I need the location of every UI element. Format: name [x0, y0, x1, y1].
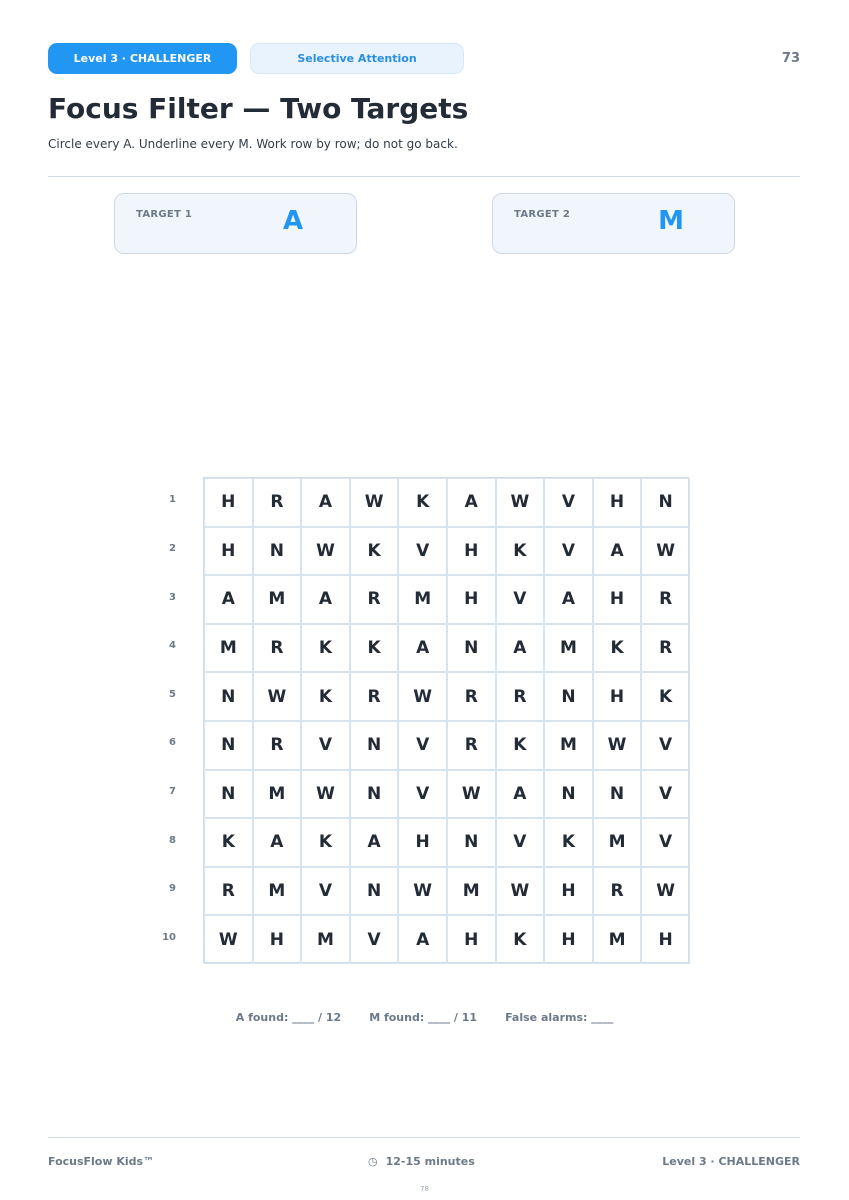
grid-cell[interactable]: V [496, 818, 545, 867]
grid-cell[interactable]: N [204, 672, 253, 721]
grid-cell[interactable]: M [593, 915, 642, 964]
page-title: Focus Filter — Two Targets [48, 92, 469, 125]
instructions: Circle every A. Underline every M. Work row by row; do not go back. [48, 137, 458, 151]
grid-cell[interactable]: A [350, 818, 399, 867]
grid-cell[interactable]: N [350, 770, 399, 819]
grid-cell[interactable]: W [641, 527, 690, 576]
grid-cell[interactable]: R [253, 624, 302, 673]
footer-brand: FocusFlow Kids™ [48, 1155, 155, 1168]
grid-cell[interactable]: H [447, 575, 496, 624]
grid-cell[interactable]: H [544, 867, 593, 916]
grid-cell[interactable]: M [447, 867, 496, 916]
grid-cell[interactable]: K [544, 818, 593, 867]
grid-cell[interactable]: V [301, 867, 350, 916]
grid-cell[interactable]: W [447, 770, 496, 819]
grid-cell[interactable]: K [301, 624, 350, 673]
grid-cell[interactable]: N [204, 770, 253, 819]
grid-cell[interactable]: N [447, 818, 496, 867]
grid-cell[interactable]: K [496, 527, 545, 576]
grid-cell[interactable]: M [398, 575, 447, 624]
grid-cell[interactable]: M [204, 624, 253, 673]
grid-cell[interactable]: H [204, 478, 253, 527]
grid-cell[interactable]: N [641, 478, 690, 527]
grid-cell[interactable]: W [641, 867, 690, 916]
grid-cell[interactable]: K [641, 672, 690, 721]
footer-time [368, 1155, 475, 1168]
row-number: 3 [169, 591, 176, 603]
grid-cell[interactable]: W [301, 770, 350, 819]
grid-cell[interactable]: A [593, 527, 642, 576]
target-card-2 [492, 193, 735, 254]
row-number: 9 [169, 883, 176, 895]
grid-cell[interactable]: N [204, 721, 253, 770]
grid-cell[interactable]: R [641, 624, 690, 673]
grid-cell[interactable]: H [447, 527, 496, 576]
grid-cell[interactable]: V [641, 721, 690, 770]
grid-cell[interactable]: A [496, 770, 545, 819]
target-card-1 [114, 193, 357, 254]
grid-cell[interactable]: K [593, 624, 642, 673]
grid-cell[interactable]: V [350, 915, 399, 964]
grid-cell[interactable]: V [398, 770, 447, 819]
grid-cell[interactable]: R [496, 672, 545, 721]
row-number: 2 [169, 542, 176, 554]
grid-cell[interactable]: K [496, 915, 545, 964]
header-divider [48, 176, 800, 177]
grid-cell[interactable]: N [350, 867, 399, 916]
row-number: 5 [169, 688, 176, 700]
grid-cell[interactable]: A [544, 575, 593, 624]
grid-cell[interactable]: V [301, 721, 350, 770]
grid-cell[interactable]: R [253, 478, 302, 527]
grid-cell[interactable]: V [496, 575, 545, 624]
row-number: 7 [169, 785, 176, 797]
m-found-field: M found: ____ / 11 [369, 1011, 478, 1024]
row-number: 4 [169, 640, 176, 652]
time-estimate: 12-15 minutes [385, 1155, 475, 1168]
grid-cell[interactable]: W [496, 867, 545, 916]
grid-cell[interactable]: W [301, 527, 350, 576]
grid-cell[interactable]: H [641, 915, 690, 964]
grid-cell[interactable]: A [253, 818, 302, 867]
grid-cell[interactable]: N [253, 527, 302, 576]
grid-cell[interactable]: A [496, 624, 545, 673]
grid-cell[interactable]: M [253, 867, 302, 916]
grid-cell[interactable]: V [398, 721, 447, 770]
footer-page-number: 78 [420, 1185, 429, 1193]
grid-cell[interactable]: W [204, 915, 253, 964]
grid-cell[interactable]: H [398, 818, 447, 867]
grid-cell[interactable]: R [350, 575, 399, 624]
target-letter: A [282, 206, 304, 236]
grid-cell[interactable]: M [544, 624, 593, 673]
grid-cell[interactable]: V [398, 527, 447, 576]
grid-cell[interactable]: A [301, 478, 350, 527]
grid-cell[interactable]: N [350, 721, 399, 770]
grid-cell[interactable]: A [301, 575, 350, 624]
grid-cell[interactable]: N [593, 770, 642, 819]
grid-cell[interactable]: A [398, 624, 447, 673]
grid-cell[interactable]: N [544, 770, 593, 819]
footer-level: Level 3 · CHALLENGER [662, 1155, 800, 1168]
grid-cell[interactable]: K [301, 818, 350, 867]
page-number: 73 [781, 51, 800, 66]
grid-cell[interactable]: R [447, 721, 496, 770]
grid-cell[interactable]: R [350, 672, 399, 721]
grid-cell[interactable]: N [544, 672, 593, 721]
row-number: 10 [162, 931, 176, 943]
grid-cell[interactable]: K [301, 672, 350, 721]
grid-cell[interactable]: H [593, 478, 642, 527]
grid-cell[interactable]: K [496, 721, 545, 770]
grid-cell[interactable]: M [593, 818, 642, 867]
grid-cell[interactable]: H [593, 672, 642, 721]
grid-cell[interactable]: V [544, 527, 593, 576]
clock-icon: ◷ [368, 1155, 378, 1168]
grid-cell[interactable]: R [447, 672, 496, 721]
grid-cell[interactable]: W [496, 478, 545, 527]
grid-cell[interactable]: R [641, 575, 690, 624]
target-letter: M [658, 206, 684, 236]
grid-cell[interactable]: K [398, 478, 447, 527]
grid-cell[interactable]: W [253, 672, 302, 721]
footer-divider [48, 1137, 800, 1138]
skill-badge: Selective Attention [250, 43, 464, 74]
grid-cell[interactable]: V [544, 478, 593, 527]
letter-grid [203, 477, 689, 963]
target-label: TARGET 1 [136, 209, 193, 220]
grid-cell[interactable]: H [593, 575, 642, 624]
row-number: 6 [169, 737, 176, 749]
grid-cell[interactable]: W [593, 721, 642, 770]
grid-cell[interactable]: K [204, 818, 253, 867]
grid-cell[interactable]: V [641, 818, 690, 867]
grid-cell[interactable]: M [253, 575, 302, 624]
grid-cell[interactable]: W [398, 672, 447, 721]
grid-cell[interactable]: V [641, 770, 690, 819]
grid-cell[interactable]: M [253, 770, 302, 819]
row-number: 1 [169, 494, 176, 506]
grid-cell[interactable]: W [350, 478, 399, 527]
row-number: 8 [169, 834, 176, 846]
grid-cell[interactable]: R [253, 721, 302, 770]
false-alarms-field: False alarms: ____ [505, 1011, 614, 1024]
grid-cell[interactable]: H [253, 915, 302, 964]
grid-cell[interactable]: H [544, 915, 593, 964]
level-badge: Level 3 · CHALLENGER [48, 43, 237, 74]
a-found-field: A found: ____ / 12 [235, 1011, 342, 1024]
grid-cell[interactable]: H [447, 915, 496, 964]
grid-cell[interactable]: R [204, 867, 253, 916]
grid-cell[interactable]: K [350, 527, 399, 576]
grid-cell[interactable]: K [350, 624, 399, 673]
score-line [0, 1011, 849, 1024]
grid-cell[interactable]: R [593, 867, 642, 916]
grid-cell[interactable]: W [398, 867, 447, 916]
grid-cell[interactable]: N [447, 624, 496, 673]
grid-cell[interactable]: A [447, 478, 496, 527]
target-label: TARGET 2 [514, 209, 571, 220]
grid-cell[interactable]: M [544, 721, 593, 770]
grid-cell[interactable]: H [204, 527, 253, 576]
grid-cell[interactable]: M [301, 915, 350, 964]
grid-cell[interactable]: A [204, 575, 253, 624]
grid-cell[interactable]: A [398, 915, 447, 964]
